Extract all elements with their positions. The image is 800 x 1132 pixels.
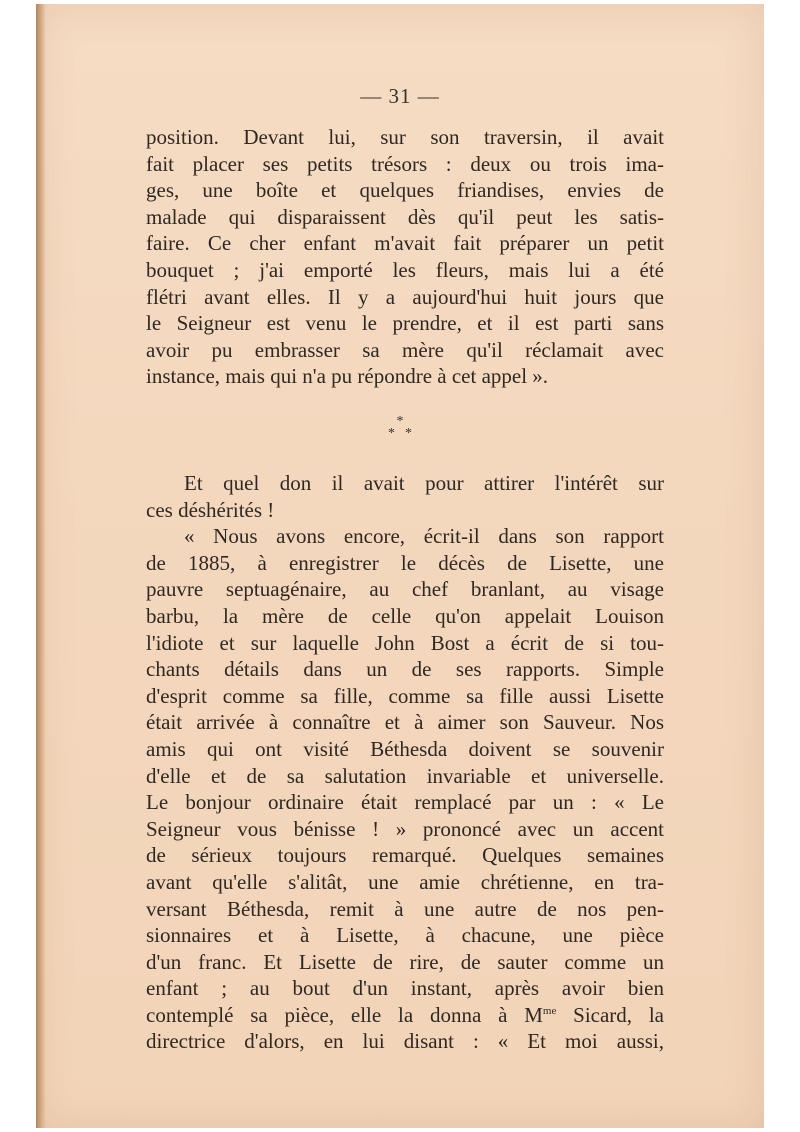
text-line: l'idiote et sur laquelle John Bost a écrit de si tou- [146,630,664,655]
text-line: malade qui disparaissent dès qu'il peut les satis- [146,204,664,229]
page-number: — 31 — [360,84,440,108]
text-line: de sérieux toujours remarqué. Quelques semaines [146,843,664,868]
text-line: enfant ; au bout d'un instant, après avoir bien [146,976,664,1001]
text-line: Seigneur vous bénisse ! » prononcé avec un accent [146,816,664,841]
text-line: d'un franc. Et Lisette de rire, de sauter comme un [146,949,664,974]
paragraph-1 [146,124,664,390]
page-binding-shadow [36,4,46,1128]
text-line: le Seigneur est venu le prendre, et il est parti sans [146,311,664,336]
text-line [146,1002,664,1029]
text-line: fait placer ses petits trésors : deux ou trois ima- [146,151,664,176]
text-line: barbu, la mère de celle qu'on appelait Louison [146,603,664,628]
asterism-top: * [396,414,404,429]
text-line: avant qu'elle s'alitât, une amie chrétienne, en tra- [146,869,664,894]
text-line: amis qui ont visité Béthesda doivent se souvenir [146,736,664,761]
text-line: d'elle et de sa salutation invariable et universelle. [146,763,664,788]
text-line: était arrivée à connaître et à aimer son Sauveur. Nos [146,710,664,735]
text-line: versant Béthesda, remit à une autre de nos pen- [146,896,664,921]
text-line: pauvre septuagénaire, au chef branlant, au visage [146,577,664,602]
text-line: ges, une boîte et quelques friandises, envies de [146,178,664,203]
text-line: ces déshérités ! [146,497,275,522]
text-line: position. Devant lui, sur son traversin, il avait [146,125,664,149]
text-segment: contemplé sa pièce, elle la donna à M [146,1002,543,1027]
text-line: instance, mais qui n'a pu répondre à cet appel ». [146,364,549,389]
text-line: faire. Ce cher enfant m'avait fait préparer un petit [146,231,664,256]
text-line: avoir pu embrasser sa mère qu'il réclamait avec [146,337,664,362]
paragraph-2-3 [146,470,664,1055]
text-line: sionnaires et à Lisette, à chacune, une pièce [146,923,664,948]
section-asterism [0,416,800,440]
text-line: Et quel don il avait pour attirer l'intérêt sur [184,471,664,495]
text-line: chants détails dans un de ses rapports. Simple [146,657,664,682]
text-line: Le bonjour ordinaire était remplacé par un : « Le [146,790,664,815]
text-line: directrice d'alors, en lui disant : « Et moi aussi, [146,1029,664,1054]
text-line: « Nous avons encore, écrit-il dans son rapport [184,524,664,549]
superscript-abbrev: me [542,1004,557,1017]
text-line: flétri avant elles. Il y a aujourd'hui huit jours que [146,284,664,309]
text-segment: Sicard, la [556,1002,664,1027]
text-line: d'esprit comme sa fille, comme sa fille aussi Lisette [146,683,664,708]
text-line: bouquet ; j'ai emporté les fleurs, mais lui a été [146,257,664,282]
asterism-bottom: ** [388,426,422,441]
text-line: de 1885, à enregistrer le décès de Lisette, une [146,550,664,575]
